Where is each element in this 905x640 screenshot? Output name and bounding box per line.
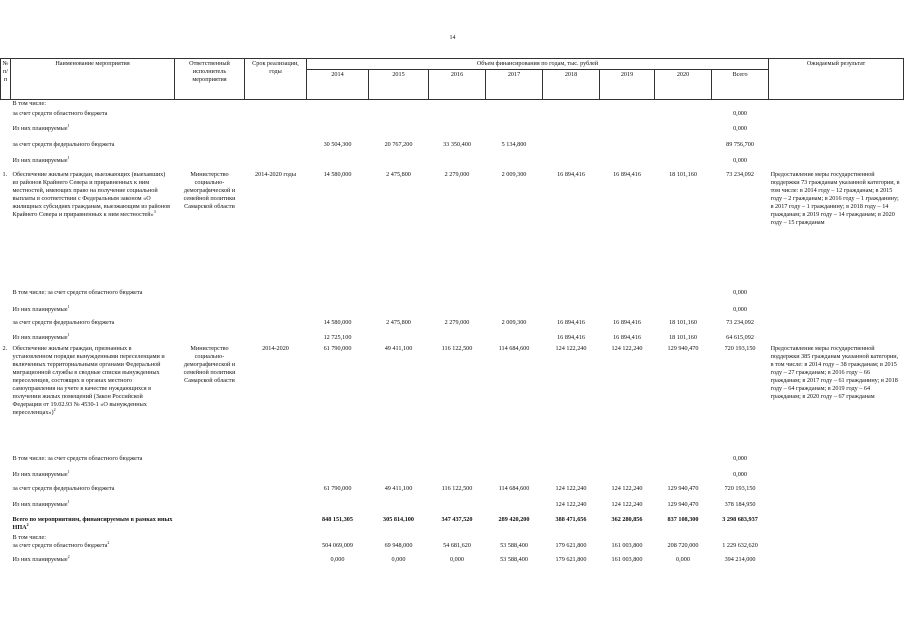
footnote-marker: 1: [67, 122, 70, 128]
amount-cell: 362 280,856: [611, 515, 643, 523]
amount-cell: 2 009,300: [501, 170, 527, 178]
row-period: [245, 306, 307, 319]
amount-cell: 3 298 683,937: [722, 515, 758, 523]
amount-cell: [369, 289, 429, 306]
row-result: [769, 471, 904, 485]
row-executor: [175, 334, 245, 345]
row-executor: [175, 516, 245, 534]
amount-cell: [543, 157, 600, 171]
row-executor: [175, 100, 245, 110]
row-number: [1, 501, 11, 516]
footnote-marker: 1: [67, 303, 70, 309]
footnote-marker: 1: [67, 331, 70, 337]
amount-cell: 720 193,150: [724, 344, 756, 352]
row-executor: [175, 289, 245, 306]
row-period: [245, 471, 307, 485]
amount-cell: 12 725,100: [323, 333, 352, 341]
amount-cell: [655, 306, 712, 319]
row-executor: [175, 455, 245, 471]
amount-cell: 73 234,092: [726, 170, 754, 178]
amount-cell: [655, 289, 712, 306]
amount-cell: 5 134,800: [501, 140, 527, 148]
table-row: [1, 542, 904, 556]
amount-cell: 504 069,009: [322, 541, 353, 549]
table-row: [1, 471, 904, 485]
amount-cell: 129 940,470: [667, 500, 699, 508]
amount-cell: 161 003,800: [611, 555, 643, 563]
row-number: [1, 306, 11, 319]
header-year: 2018: [543, 70, 600, 100]
footnote-marker: 2: [107, 539, 110, 545]
table-row: [1, 306, 904, 319]
row-executor: [175, 501, 245, 516]
header-name: Наименование мероприятия: [11, 59, 175, 100]
amount-cell: 16 894,416: [557, 318, 585, 326]
amount-cell: 0,000: [733, 470, 747, 478]
amount-cell: 2 279,000: [444, 170, 470, 178]
amount-cell: 0,000: [733, 288, 747, 296]
row-name: Из них планируемые$^1$: [12, 331, 70, 341]
row-name: Обеспечение жильем граждан, признанных в установленном порядке вынужденными переселенцами и включенных территориальными органами Федеральной миграционной службы в сводные списки вынужденных переселенцев, состоящих в органах местного самоуправления на учете в качестве нуждающихся в получении жилых помещений (Закон Российской Федерации от 19.02.93 № 4530-1 «О вынужденных переселенцах»)$^2$: [12, 344, 165, 416]
amount-cell: [600, 289, 655, 306]
row-period: [245, 334, 307, 345]
amount-cell: 378 184,950: [724, 500, 756, 508]
amount-cell: [429, 110, 486, 125]
amount-cell: [712, 534, 769, 542]
amount-cell: 2 279,000: [444, 318, 470, 326]
row-period: 2014-2020: [262, 344, 289, 352]
amount-cell: [369, 501, 429, 516]
row-number: [1, 556, 11, 568]
amount-cell: 720 193,150: [724, 484, 756, 492]
amount-cell: 2 475,800: [386, 318, 411, 326]
amount-cell: 0,000: [733, 156, 747, 164]
amount-cell: [600, 157, 655, 171]
row-number: [1, 471, 11, 485]
footnote-marker: 3: [153, 208, 156, 214]
amount-cell: 347 437,520: [441, 515, 473, 523]
table-row: [1, 534, 904, 542]
row-name: В том числе:: [12, 533, 46, 541]
amount-cell: [655, 157, 712, 171]
table-row: [1, 345, 904, 455]
amount-cell: [655, 455, 712, 471]
amount-cell: 837 108,300: [667, 515, 699, 523]
header-num: № п/п: [1, 59, 11, 100]
row-result: [769, 125, 904, 141]
amount-cell: 114 684,600: [498, 344, 530, 352]
amount-cell: 129 940,470: [667, 484, 699, 492]
amount-cell: [543, 455, 600, 471]
amount-cell: [543, 289, 600, 306]
amount-cell: 0,000: [733, 454, 747, 462]
row-result: [769, 306, 904, 319]
amount-cell: 53 588,400: [500, 541, 528, 549]
amount-cell: [369, 125, 429, 141]
table-row: [1, 171, 904, 289]
row-executor: [175, 141, 245, 157]
row-period: [245, 110, 307, 125]
amount-cell: 49 411,100: [384, 484, 413, 492]
footnote-marker: 2: [26, 521, 29, 527]
row-period: [245, 319, 307, 334]
footnote-marker: 1: [67, 498, 70, 504]
row-result: [769, 289, 904, 306]
row-name: Из них планируемые$^1$: [12, 498, 70, 508]
amount-cell: [655, 141, 712, 157]
amount-cell: 0,000: [676, 555, 690, 563]
amount-cell: 16 894,416: [613, 170, 641, 178]
amount-cell: 0,000: [391, 555, 406, 563]
row-result: Предоставление меры государственной поддержки 385 гражданам указанной категории, в том числе: в 2014 году – 38 гражданам; в 2015 году – 27 гражданам; в 2016 году – 66 гражданам; в 2017 году – 61 гражданину; в 2018 году – 64 гражданам; в 2019 году – 64 гражданам; в 2020 году – 67 гражданам: [770, 344, 899, 400]
row-period: [245, 157, 307, 171]
amount-cell: [655, 100, 712, 110]
amount-cell: 1 229 632,620: [722, 541, 758, 549]
row-name: Обеспечение жильем граждан, выезжающих (выехавших) из районов Крайнего Севера и приравненных к ним местностей, имеющих право на получение социальной выплаты в соответствии с Федеральным законом «О жилищных субсидиях гражданам, выезжающим из районов Крайнего Севера и приравненных к ним местностей»$^3$: [12, 170, 171, 218]
amount-cell: 16 894,416: [557, 170, 585, 178]
row-executor: [175, 485, 245, 501]
amount-cell: 2 009,300: [501, 318, 527, 326]
row-result: [769, 100, 904, 110]
amount-cell: [307, 289, 369, 306]
header-year: Всего: [712, 70, 769, 100]
row-result: [769, 542, 904, 556]
row-period: [245, 485, 307, 501]
row-executor: [175, 157, 245, 171]
amount-cell: 61 790,000: [323, 484, 352, 492]
amount-cell: 124 122,240: [611, 344, 643, 352]
row-name: за счет средств федерального бюджета: [12, 484, 115, 492]
row-executor: [175, 306, 245, 319]
amount-cell: [543, 471, 600, 485]
row-number: [1, 334, 11, 345]
row-executor: [175, 556, 245, 568]
amount-cell: 89 756,700: [726, 140, 754, 148]
row-result: [769, 534, 904, 542]
amount-cell: 124 122,240: [555, 484, 587, 492]
amount-cell: [712, 100, 769, 110]
row-name: В том числе: за счет средств областного бюджета: [12, 288, 143, 296]
amount-cell: [429, 157, 486, 171]
row-number: [1, 319, 11, 334]
row-result: [769, 319, 904, 334]
amount-cell: [429, 455, 486, 471]
amount-cell: [307, 157, 369, 171]
amount-cell: [429, 501, 486, 516]
amount-cell: [486, 471, 543, 485]
amount-cell: [429, 334, 486, 345]
row-name: за счет средств областного бюджета: [12, 109, 108, 117]
amount-cell: [543, 110, 600, 125]
row-period: [245, 516, 307, 534]
header-year: 2017: [486, 70, 543, 100]
amount-cell: [369, 334, 429, 345]
amount-cell: 14 580,000: [323, 318, 352, 326]
header-result: Ожидаемый результат: [769, 59, 904, 100]
amount-cell: 54 681,620: [443, 541, 471, 549]
amount-cell: 305 814,100: [383, 515, 414, 523]
amount-cell: [486, 501, 543, 516]
amount-cell: [307, 125, 369, 141]
header-year: 2014: [307, 70, 369, 100]
row-period: [245, 501, 307, 516]
amount-cell: [429, 471, 486, 485]
row-period: [245, 289, 307, 306]
table-row: [1, 516, 904, 534]
amount-cell: [600, 110, 655, 125]
row-name: Из них планируемые$^2$: [12, 553, 70, 563]
amount-cell: [486, 110, 543, 125]
row-name: за счет средств областного бюджета$^2$: [12, 539, 110, 549]
table-row: [1, 455, 904, 471]
amount-cell: [486, 334, 543, 345]
row-result: [769, 110, 904, 125]
header-year: 2016: [429, 70, 486, 100]
amount-cell: 0,000: [733, 124, 747, 132]
row-period: 2014-2020 годы: [255, 170, 296, 178]
amount-cell: [307, 455, 369, 471]
amount-cell: 179 621,800: [555, 555, 587, 563]
amount-cell: [429, 306, 486, 319]
amount-cell: [600, 306, 655, 319]
footnote-marker: 2: [53, 406, 56, 412]
amount-cell: [486, 289, 543, 306]
amount-cell: [486, 534, 543, 542]
amount-cell: [543, 100, 600, 110]
amount-cell: [655, 125, 712, 141]
amount-cell: [543, 306, 600, 319]
amount-cell: 30 504,300: [323, 140, 352, 148]
amount-cell: 124 122,240: [555, 344, 587, 352]
amount-cell: [486, 157, 543, 171]
table-row: [1, 485, 904, 501]
amount-cell: [486, 306, 543, 319]
amount-cell: [600, 534, 655, 542]
row-name: за счет средств федерального бюджета: [12, 140, 115, 148]
amount-cell: 2 475,800: [386, 170, 411, 178]
row-name: Из них планируемые$^1$: [12, 154, 70, 164]
footnote-marker: 1: [67, 154, 70, 160]
row-number: [1, 455, 11, 471]
amount-cell: [369, 100, 429, 110]
amount-cell: 64 615,092: [726, 333, 754, 341]
amount-cell: 388 471,656: [555, 515, 587, 523]
row-executor: [175, 542, 245, 556]
amount-cell: [543, 534, 600, 542]
row-number: 2.: [2, 344, 8, 352]
amount-cell: [486, 100, 543, 110]
amount-cell: 124 122,240: [555, 500, 587, 508]
amount-cell: 18 101,160: [669, 170, 697, 178]
amount-cell: 18 101,160: [669, 333, 697, 341]
row-number: [1, 100, 11, 110]
amount-cell: [307, 100, 369, 110]
amount-cell: 129 940,470: [667, 344, 699, 352]
row-number: [1, 485, 11, 501]
row-result: Предоставление меры государственной поддержки 73 гражданам указанной категории, в том числе: в 2014 году – 12 гражданам; в 2015 году – 2 гражданам; в 2016 году – 1 гражданину; в 2017 году – 1 гражданину; в 2018 году – 14 гражданам; в 2019 году – 14 гражданам; в 2020 году – 15 гражданам: [770, 170, 900, 226]
amount-cell: 161 003,800: [611, 541, 643, 549]
row-executor: [175, 319, 245, 334]
row-name: Всего по мероприятиям, финансируемым в рамках иных НПА$^2$: [12, 515, 173, 531]
amount-cell: 16 894,416: [557, 333, 585, 341]
amount-cell: 33 350,400: [443, 140, 471, 148]
row-period: [245, 125, 307, 141]
amount-cell: [307, 306, 369, 319]
amount-cell: [543, 141, 600, 157]
row-period: [245, 100, 307, 110]
header-year: 2015: [369, 70, 429, 100]
amount-cell: [655, 471, 712, 485]
row-result: [769, 485, 904, 501]
row-executor: [175, 110, 245, 125]
amount-cell: 16 894,416: [613, 333, 641, 341]
amount-cell: [369, 471, 429, 485]
amount-cell: [655, 534, 712, 542]
amount-cell: [429, 100, 486, 110]
amount-cell: 73 234,092: [726, 318, 754, 326]
row-number: [1, 157, 11, 171]
header-executor: Ответственный исполнитель мероприятия: [175, 59, 245, 100]
table-row: [1, 125, 904, 141]
amount-cell: [600, 125, 655, 141]
amount-cell: [307, 534, 369, 542]
amount-cell: 116 122,500: [441, 344, 473, 352]
row-result: [769, 157, 904, 171]
row-name: за счет средств федерального бюджета: [12, 318, 115, 326]
row-period: [245, 141, 307, 157]
amount-cell: [600, 471, 655, 485]
amount-cell: [369, 306, 429, 319]
amount-cell: 20 767,200: [384, 140, 413, 148]
table-row: [1, 501, 904, 516]
amount-cell: [429, 125, 486, 141]
row-result: [769, 141, 904, 157]
header-period: Срок реализации, годы: [245, 59, 307, 100]
amount-cell: [600, 100, 655, 110]
table-row: [1, 141, 904, 157]
table-row: [1, 157, 904, 171]
row-period: [245, 455, 307, 471]
table-row: [1, 556, 904, 568]
row-number: [1, 516, 11, 534]
row-result: [769, 334, 904, 345]
row-executor: [175, 125, 245, 141]
amount-cell: [307, 471, 369, 485]
amount-cell: 16 894,416: [613, 318, 641, 326]
amount-cell: 49 411,100: [384, 344, 413, 352]
amount-cell: 394 214,000: [724, 555, 756, 563]
row-number: [1, 534, 11, 542]
amount-cell: 0,000: [733, 109, 747, 117]
row-result: [769, 556, 904, 568]
table-row: [1, 100, 904, 110]
amount-cell: [543, 125, 600, 141]
row-period: [245, 542, 307, 556]
row-executor: Министерство социально-демографической и семейной политики Самарской области: [183, 170, 236, 210]
amount-cell: 0,000: [733, 305, 747, 313]
footnote-marker: 1: [67, 468, 70, 474]
table-row: [1, 334, 904, 345]
amount-cell: [429, 289, 486, 306]
financing-table: [0, 58, 904, 568]
table-row: [1, 319, 904, 334]
row-number: [1, 289, 11, 306]
amount-cell: 14 580,000: [323, 170, 352, 178]
amount-cell: 0,000: [330, 555, 345, 563]
row-executor: [175, 534, 245, 542]
header-finance-group: Объем финансирования по годам, тыс. рублей: [307, 59, 769, 70]
amount-cell: 69 948,000: [384, 541, 413, 549]
row-number: [1, 110, 11, 125]
row-name: В том числе: за счет средств областного бюджета: [12, 454, 143, 462]
amount-cell: 179 621,800: [555, 541, 587, 549]
amount-cell: [486, 125, 543, 141]
row-number: [1, 141, 11, 157]
amount-cell: [369, 110, 429, 125]
table-row: [1, 289, 904, 306]
amount-cell: [369, 455, 429, 471]
amount-cell: [486, 455, 543, 471]
amount-cell: 53 588,400: [500, 555, 528, 563]
amount-cell: 124 122,240: [611, 500, 643, 508]
row-name: В том числе:: [12, 100, 46, 107]
amount-cell: 61 790,000: [323, 344, 352, 352]
amount-cell: [600, 141, 655, 157]
row-executor: [175, 471, 245, 485]
amount-cell: 0,000: [450, 555, 464, 563]
row-result: [769, 516, 904, 534]
row-result: [769, 455, 904, 471]
row-name: Из них планируемые$^1$: [12, 303, 70, 313]
amount-cell: [429, 534, 486, 542]
amount-cell: [369, 534, 429, 542]
amount-cell: 116 122,500: [441, 484, 473, 492]
amount-cell: 208 720,000: [667, 541, 699, 549]
amount-cell: 848 151,305: [322, 515, 353, 523]
amount-cell: 114 684,600: [498, 484, 530, 492]
page-number: 14: [449, 35, 456, 41]
amount-cell: 289 420,200: [498, 515, 530, 523]
header-year: 2019: [600, 70, 655, 100]
row-executor: Министерство социально-демографической и семейной политики Самарской области: [183, 344, 236, 384]
row-number: 1.: [2, 170, 8, 178]
amount-cell: [655, 110, 712, 125]
row-name: Из них планируемые$^1$: [12, 468, 70, 478]
footnote-marker: 2: [67, 553, 70, 559]
header-year: 2020: [655, 70, 712, 100]
amount-cell: [600, 455, 655, 471]
row-name: Из них планируемые$^1$: [12, 122, 70, 132]
row-result: [769, 501, 904, 516]
amount-cell: [307, 110, 369, 125]
row-period: [245, 556, 307, 568]
row-period: [245, 534, 307, 542]
amount-cell: [307, 501, 369, 516]
table-row: [1, 110, 904, 125]
row-number: [1, 542, 11, 556]
amount-cell: 18 101,160: [669, 318, 697, 326]
amount-cell: [369, 157, 429, 171]
amount-cell: 124 122,240: [611, 484, 643, 492]
row-number: [1, 125, 11, 141]
